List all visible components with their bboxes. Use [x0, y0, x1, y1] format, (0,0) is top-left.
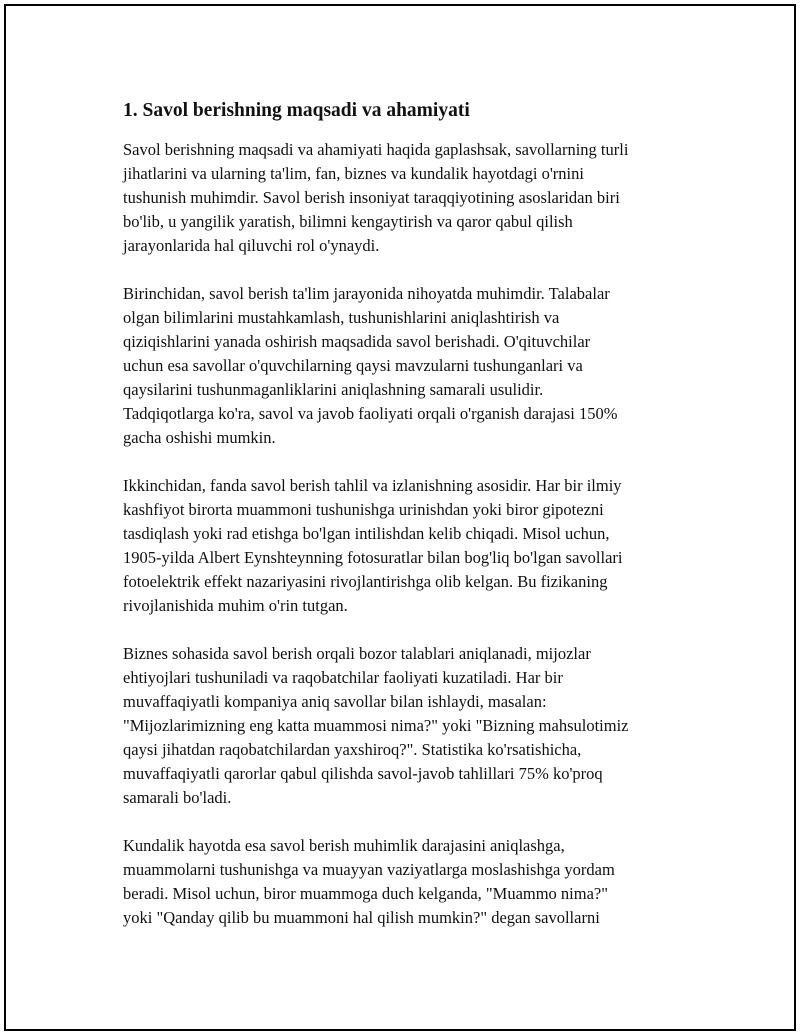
text-line: uchun esa savollar o'quvchilarning qaysi mavzularni tushunganlari va — [123, 356, 583, 375]
section-title: 1. Savol berishning maqsadi va ahamiyati — [123, 100, 470, 121]
text-line: Biznes sohasida savol berish orqali bozor talablari aniqlanadi, mijozlar — [123, 644, 591, 663]
text-line: beradi. Misol uchun, biror muammoga duch kelganda, "Muammo nima?" — [123, 884, 608, 903]
text-line: tasdiqlash yoki rad etishga bo'lgan intilishdan kelib chiqadi. Misol uchun, — [123, 524, 610, 543]
text-line: bo'lib, u yangilik yaratish, bilimni kengaytirish va qaror qabul qilish — [123, 212, 573, 231]
text-line: jihatlarini va ularning ta'lim, fan, biznes va kundalik hayotdagi o'rnini — [123, 164, 584, 183]
text-line: olgan bilimlarini mustahkamlash, tushunishlarini aniqlashtirish va — [123, 308, 560, 327]
text-line: Savol berishning maqsadi va ahamiyati haqida gaplashsak, savollarning turli — [123, 140, 629, 159]
document-body — [123, 98, 693, 954]
text-line: Birinchidan, savol berish ta'lim jarayonida nihoyatda muhimdir. Talabalar — [123, 284, 610, 303]
text-line: rivojlanishida muhim o'rin tutgan. — [123, 596, 348, 615]
paragraph-education — [123, 282, 693, 450]
paragraph-science — [123, 474, 693, 618]
text-line: gacha oshishi mumkin. — [123, 428, 276, 447]
text-line: Ikkinchidan, fanda savol berish tahlil va izlanishning asosidir. Har bir ilmiy — [123, 476, 622, 495]
paragraph-intro — [123, 138, 693, 258]
text-line: kashfiyot birorta muammoni tushunishga urinishdan yoki biror gipotezni — [123, 500, 604, 519]
text-line: qaysilarini tushunmaganliklarini aniqlashning samarali usulidir. — [123, 380, 544, 399]
text-line: muvaffaqiyatli qarorlar qabul qilishda savol-javob tahlillari 75% ko'proq — [123, 764, 603, 783]
text-line: fotoelektrik effekt nazariyasini rivojlantirishga olib kelgan. Bu fizikaning — [123, 572, 608, 591]
text-line: 1905-yilda Albert Eynshteynning fotosuratlar bilan bog'liq bo'lgan savollari — [123, 548, 623, 567]
text-line: ehtiyojlari tushuniladi va raqobatchilar faoliyati kuzatiladi. Har bir — [123, 668, 563, 687]
text-line: jarayonlarida hal qiluvchi rol o'ynaydi. — [123, 236, 380, 255]
text-line: qaysi jihatdan raqobatchilardan yaxshiroq?". Statistika ko'rsatishicha, — [123, 740, 582, 759]
page-frame — [4, 4, 796, 1031]
text-line: Kundalik hayotda esa savol berish muhimlik darajasini aniqlashga, — [123, 836, 565, 855]
text-line: Tadqiqotlarga ko'ra, savol va javob faoliyati orqali o'rganish darajasi 150% — [123, 404, 618, 423]
text-line: muammolarni tushunishga va muayyan vaziyatlarga moslashishga yordam — [123, 860, 615, 879]
text-line: "Mijozlarimizning eng katta muammosi nima?" yoki "Bizning mahsulotimiz — [123, 716, 629, 735]
paragraph-business — [123, 642, 693, 810]
text-line: muvaffaqiyatli kompaniya aniq savollar bilan ishlaydi, masalan: — [123, 692, 547, 711]
paragraph-daily-life — [123, 834, 693, 930]
text-line: qiziqishlarini yanada oshirish maqsadida savol berishadi. O'qituvchilar — [123, 332, 591, 351]
text-line: yoki "Qanday qilib bu muammoni hal qilish mumkin?" degan savollarni — [123, 908, 600, 927]
text-line: tushunish muhimdir. Savol berish insoniyat taraqqiyotining asoslaridan biri — [123, 188, 620, 207]
text-line: samarali bo'ladi. — [123, 788, 232, 807]
